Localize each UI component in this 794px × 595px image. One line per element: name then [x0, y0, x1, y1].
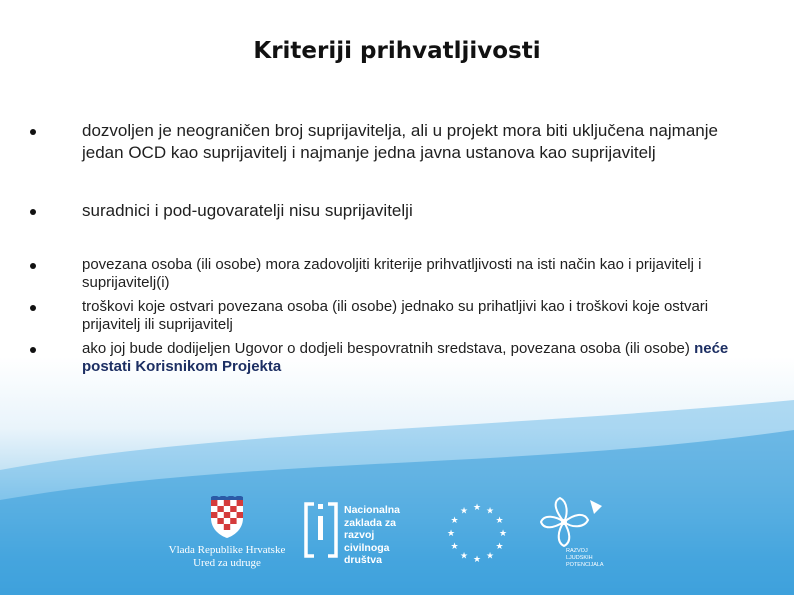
svg-text:★: ★	[485, 551, 495, 562]
eu-logo	[446, 500, 508, 562]
foundation-line: zaklada za	[344, 516, 396, 529]
ljp-line: LJUDSKIH	[566, 555, 593, 561]
partner-logos	[0, 488, 794, 588]
croatian-coat-of-arms-icon	[207, 496, 247, 540]
svg-text:★: ★	[459, 551, 469, 562]
svg-text:★: ★	[485, 506, 495, 517]
foundation-line: Nacionalna	[344, 504, 401, 516]
foundation-logo	[302, 492, 422, 582]
criteria-list	[30, 120, 760, 376]
svg-text:★: ★	[472, 555, 482, 562]
human-resources-logo	[538, 492, 618, 582]
list-item	[30, 340, 760, 376]
svg-text:★: ★	[495, 542, 504, 552]
list-item-text: dozvoljen je neograničen broj suprijavitelja, ali u projekt mora biti uključena najmanje jedan OCD kao suprijavitelj i najmanje jedna javna ustanova kao suprijavitelj	[82, 121, 718, 162]
government-logo	[152, 496, 302, 576]
svg-text:★: ★	[450, 516, 459, 526]
ljp-line: POTENCIJALA	[566, 562, 604, 568]
list-item	[30, 200, 760, 222]
bullet-icon	[30, 305, 36, 311]
foundation-line: civilnoga	[344, 541, 390, 554]
office-name: Ured za udruge	[193, 557, 261, 569]
bullet-icon	[30, 347, 36, 353]
svg-text:★: ★	[459, 506, 469, 517]
bullet-icon	[30, 129, 36, 135]
government-name: Vlada Republike Hrvatske	[168, 544, 286, 556]
svg-text:★: ★	[495, 516, 504, 526]
eu-stars-icon	[446, 500, 508, 562]
foundation-line: razvoj	[344, 529, 375, 541]
list-item-text: suradnici i pod-ugovaratelji nisu suprijavitelji	[82, 201, 413, 220]
pinwheel-logo-icon	[538, 492, 608, 552]
bracket-logo-icon	[302, 500, 340, 560]
list-item	[30, 256, 760, 292]
list-item	[30, 298, 760, 334]
list-item-text: troškovi koje ostvari povezana osoba (ili osobe) jednako su prihatljivi kao i troškovi koje ostvari prijavitelj ili suprijavitelj	[82, 298, 709, 333]
bullet-icon	[30, 209, 36, 215]
svg-text:★: ★	[498, 529, 508, 539]
svg-text:★: ★	[450, 542, 459, 552]
slide-title: Kriteriji prihvatljivosti	[253, 38, 541, 64]
list-item-text: ako joj bude dodijeljen Ugovor o dodjeli bespovratnih sredstava, povezana osoba (ili osobe)	[82, 340, 695, 357]
svg-text:★: ★	[446, 529, 456, 539]
list-item-text: povezana osoba (ili osobe) mora zadovoljiti kriterije prihvatljivosti na isti način kao i prijavitelj i suprijavitelj(i)	[82, 256, 702, 291]
list-item	[30, 120, 760, 164]
emphasis-text: neće postati Korisnikom Projekta	[82, 340, 729, 375]
ljp-line: RAZVOJ	[566, 548, 588, 554]
foundation-line: društva	[344, 554, 382, 566]
bullet-icon	[30, 263, 36, 269]
svg-text:★: ★	[472, 503, 482, 513]
